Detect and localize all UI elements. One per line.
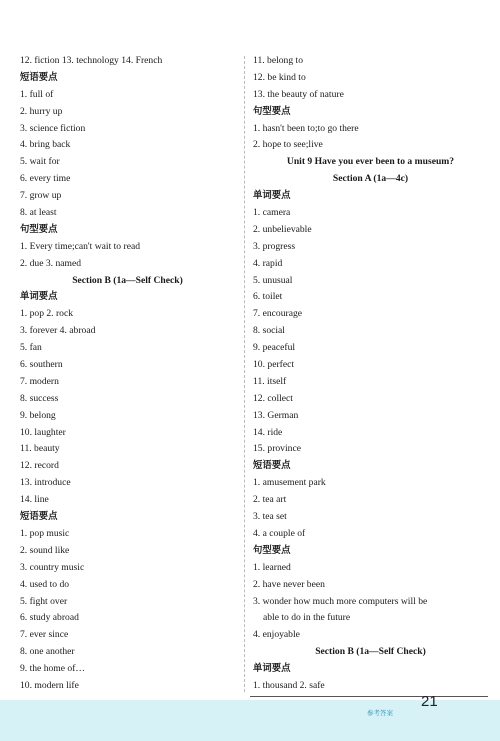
left-answer-line: 6. southern — [20, 359, 63, 371]
right-unit-title: Unit 9 Have you ever been to a museum? — [286, 156, 455, 168]
right-answer-line: 14. ride — [253, 426, 283, 438]
left-answer-line: 4. bring back — [20, 139, 71, 151]
left-unit-title: Section B (1a—Self Check) — [72, 274, 183, 286]
right-answer-continuation: able to do in the future — [263, 612, 351, 624]
right-answer-line: 1. hasn't been to;to go there — [253, 122, 359, 134]
right-answer-line: 2. tea art — [253, 494, 287, 506]
right-answer-column — [253, 53, 488, 695]
left-answer-line: 10. laughter — [20, 426, 66, 438]
left-answer-line: 3. science fiction — [20, 122, 86, 134]
right-answer-line: 4. rapid — [253, 257, 283, 269]
right-answer-line: 4. enjoyable — [253, 629, 300, 641]
left-answer-line: 12. fiction 13. technology 14. French — [20, 55, 163, 66]
right-answer-line: 13. German — [253, 409, 299, 421]
left-answer-line: 2. hurry up — [20, 105, 63, 117]
left-answer-line: 1. full of — [20, 88, 54, 100]
right-answer-line: 5. unusual — [253, 274, 293, 286]
left-answer-line: 2. due 3. named — [20, 257, 82, 269]
left-answer-line: 4. used to do — [20, 578, 70, 590]
right-section-heading: 句型要点 — [253, 544, 291, 556]
left-answer-line: 5. fight over — [20, 595, 68, 607]
right-answer-line: 3. progress — [253, 240, 296, 252]
right-answer-line: 3. tea set — [253, 511, 287, 523]
right-answer-line: 7. encourage — [253, 308, 303, 320]
left-section-heading: 句型要点 — [20, 223, 58, 235]
right-answer-line: 1. amusement park — [253, 477, 326, 489]
right-answer-line: 1. thousand 2. safe — [253, 679, 325, 691]
right-section-heading: 句型要点 — [253, 105, 291, 117]
left-answer-line: 7. ever since — [20, 629, 69, 641]
left-answer-line: 9. belong — [20, 409, 56, 421]
left-answer-line: 10. modern life — [20, 679, 79, 691]
right-answer-line: 12. be kind to — [253, 71, 306, 83]
left-answer-line: 9. the home of… — [20, 663, 86, 675]
left-section-heading: 单词要点 — [20, 291, 58, 303]
left-answer-line: 13. introduce — [20, 477, 71, 489]
left-answer-line: 12. record — [20, 460, 59, 472]
page-number: 21 — [421, 693, 438, 710]
right-answer-line: 2. have never been — [253, 578, 325, 590]
right-unit-title: Section B (1a—Self Check) — [315, 646, 426, 658]
right-answer-line: 6. toilet — [253, 291, 283, 303]
left-section-heading: 短语要点 — [20, 71, 58, 83]
right-section-heading: 短语要点 — [253, 460, 291, 472]
right-section-heading: 单词要点 — [253, 663, 291, 675]
right-answer-line: 2. unbelievable — [253, 223, 312, 235]
right-answer-line: 1. camera — [253, 207, 291, 219]
left-answer-line: 7. grow up — [20, 190, 62, 202]
right-unit-title: Section A (1a—4c) — [332, 173, 409, 185]
left-answer-line: 7. modern — [20, 375, 59, 387]
right-answer-line: 9. peaceful — [253, 342, 296, 354]
left-answer-line: 14. line — [20, 494, 49, 506]
left-section-heading: 短语要点 — [20, 511, 58, 523]
left-answer-line: 1. Every time;can't wait to read — [20, 240, 141, 252]
right-answer-line: 1. learned — [253, 561, 291, 573]
left-answer-line: 1. pop music — [20, 527, 70, 539]
right-answer-line: 3. wonder how much more computers will be — [253, 595, 428, 607]
right-answer-line: 11. itself — [253, 375, 287, 387]
left-answer-column — [20, 53, 235, 695]
left-answer-line: 2. sound like — [20, 544, 70, 556]
left-answer-line: 5. wait for — [20, 156, 60, 168]
left-answer-line: 8. success — [20, 392, 59, 404]
page-number-rule — [250, 696, 488, 697]
column-divider — [244, 56, 245, 692]
right-answer-line: 4. a couple of — [253, 527, 306, 539]
right-answer-line: 8. social — [253, 325, 285, 337]
left-answer-line: 1. pop 2. rock — [20, 308, 74, 320]
right-answer-line: 15. province — [253, 443, 301, 455]
right-answer-line: 2. hope to see;live — [253, 139, 323, 151]
left-answer-line: 6. study abroad — [20, 612, 79, 624]
right-answer-line: 13. the beauty of nature — [253, 88, 344, 100]
footer-label: 参考答案 — [367, 709, 393, 717]
right-section-heading: 单词要点 — [253, 190, 291, 202]
left-answer-line: 3. country music — [20, 561, 85, 573]
left-answer-line: 3. forever 4. abroad — [20, 325, 96, 337]
left-answer-line: 6. every time — [20, 173, 71, 185]
left-answer-line: 8. one another — [20, 646, 75, 658]
left-answer-line: 8. at least — [20, 207, 57, 219]
right-answer-line: 12. collect — [253, 392, 293, 404]
left-answer-line: 11. beauty — [20, 443, 60, 455]
right-answer-line: 10. perfect — [253, 359, 295, 371]
left-answer-line: 5. fan — [20, 342, 42, 354]
right-answer-line: 11. belong to — [253, 55, 304, 66]
